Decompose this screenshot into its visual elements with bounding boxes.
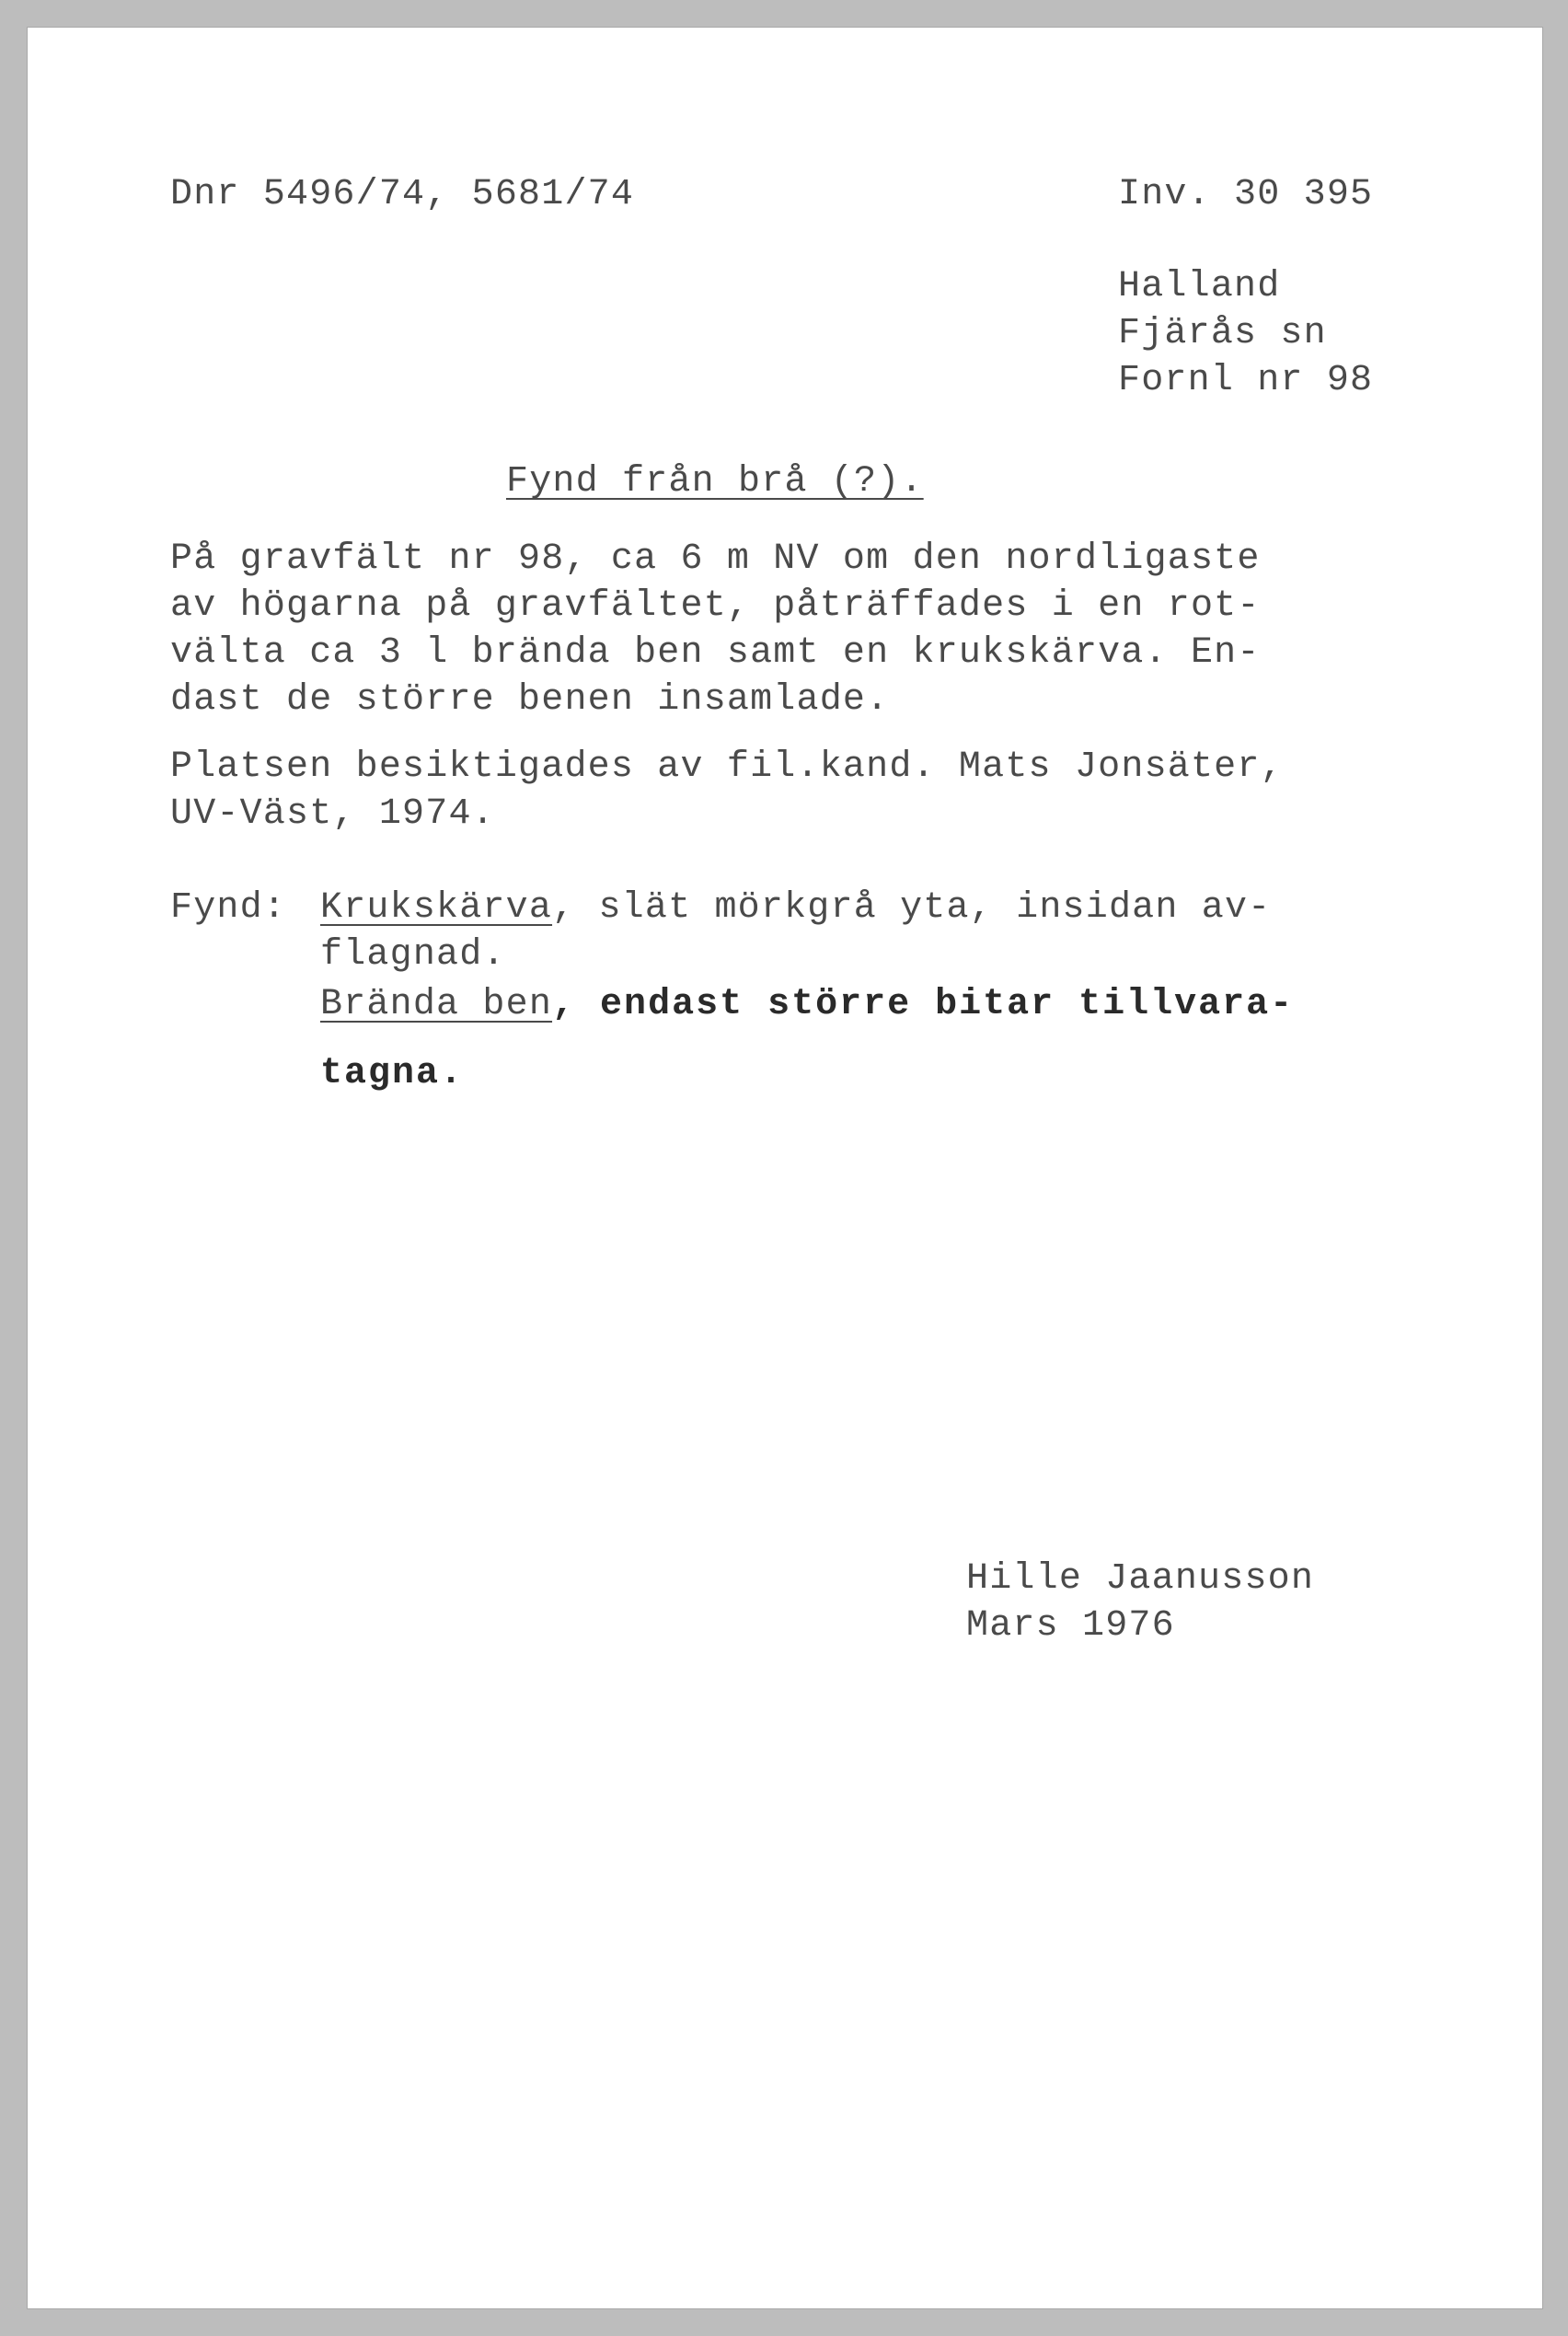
text-line: UV-Väst, 1974. [170, 793, 495, 835]
inventory-number: Inv. 30 395 [1118, 174, 1374, 215]
location-province: Halland [1118, 266, 1281, 307]
fynd-item-desc: , slät mörkgrå yta, insidan av- [552, 887, 1272, 929]
fynd-item-pottery-cont: flagnad. [320, 934, 506, 976]
document-page [28, 28, 1542, 2308]
fynd-label: Fynd: [170, 887, 287, 929]
document-heading: Fynd från brå (?). [506, 461, 924, 503]
fynd-item-name: Krukskärva [320, 887, 553, 929]
signature-name: Hille Jaanusson [966, 1558, 1315, 1600]
text-line: Platsen besiktigades av fil.kand. Mats Jonsäter, [170, 746, 1284, 788]
fynd-item-pottery [320, 885, 1271, 931]
location-monument: Fornl nr 98 [1118, 360, 1374, 401]
location-block [1118, 263, 1373, 404]
location-parish: Fjärås sn [1118, 313, 1327, 354]
text-line: På gravfält nr 98, ca 6 m NV om den nordligaste [170, 538, 1261, 580]
dnr-reference: Dnr 5496/74, 5681/74 [170, 174, 635, 215]
signature-block [966, 1555, 1314, 1649]
text-line: dast de större benen insamlade. [170, 679, 890, 721]
fynd-item-name: Brända ben [320, 984, 553, 1025]
fynd-item-bones-cont: tagna. [320, 1053, 465, 1094]
paragraph-find-description [170, 536, 1261, 723]
fynd-item-bones [320, 981, 1294, 1028]
text-line: av högarna på gravfältet, påträffades i en rot- [170, 585, 1261, 627]
signature-date: Mars 1976 [966, 1605, 1175, 1647]
paragraph-inspection [170, 744, 1284, 838]
text-line: välta ca 3 l brända ben samt en krukskärva. En- [170, 632, 1261, 674]
fynd-item-desc: , endast större bitar tillvara- [552, 984, 1295, 1025]
